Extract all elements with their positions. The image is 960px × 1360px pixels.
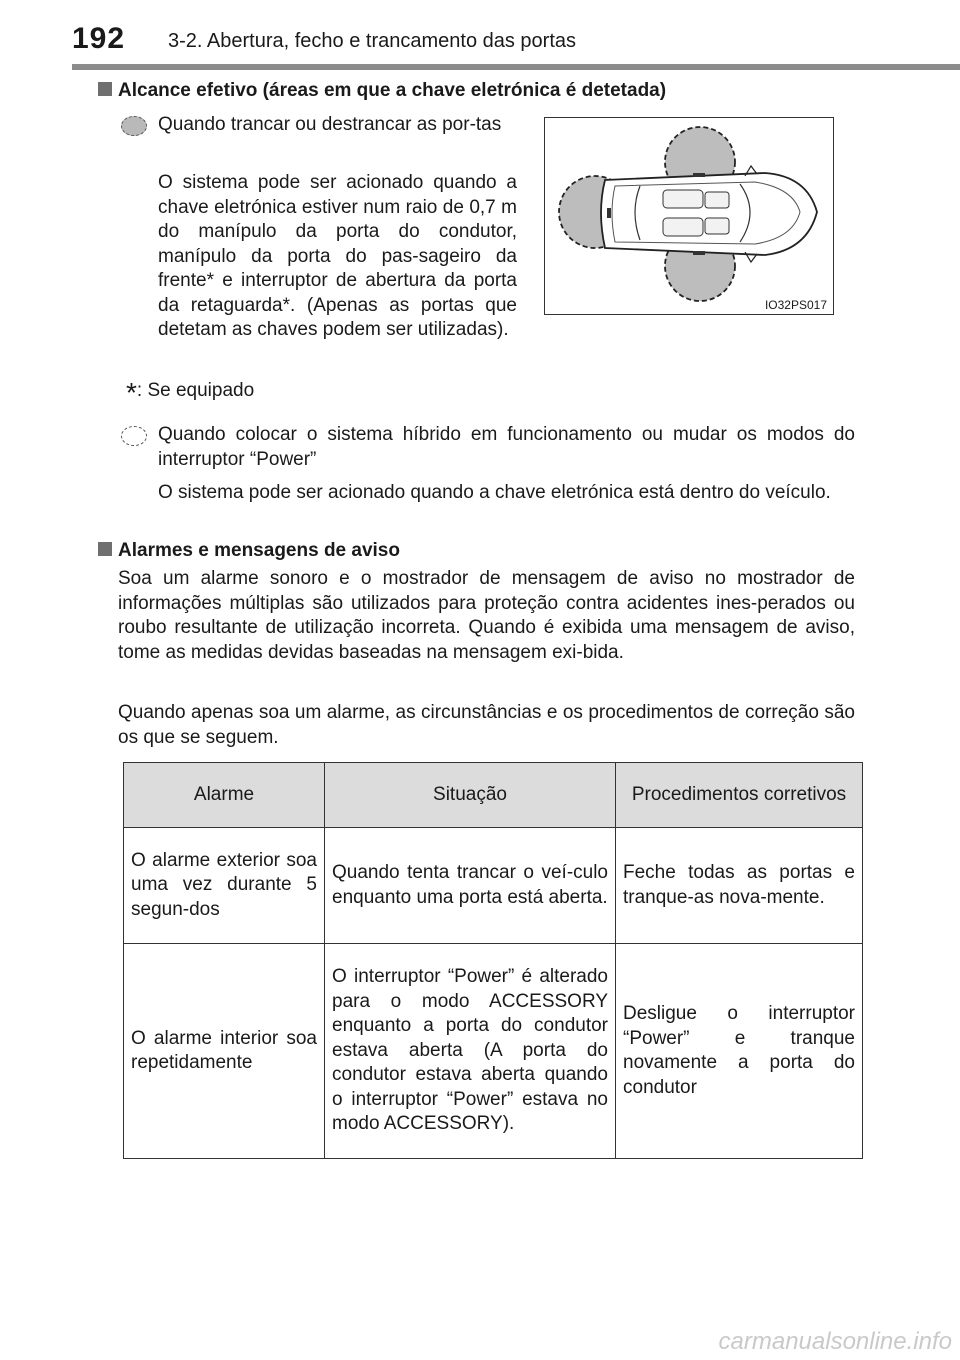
alarms-paragraph-2: Quando apenas soa um alarme, as circunstâncias e os procedimentos de correção são os que se seguem. [118, 702, 855, 748]
section-heading-text: Alcance efetivo (áreas em que a chave eletrónica é detetada) [118, 80, 667, 101]
column-header-alarm: Alarme [124, 763, 325, 828]
item-hybrid-system-body: O sistema pode ser acionado quando a chave eletrónica está dentro do veículo. [158, 482, 831, 503]
table-row [124, 944, 863, 1159]
outlined-circle-bullet-icon [121, 426, 147, 446]
alarms-table [123, 762, 863, 1159]
column-header-situation: Situação [325, 763, 616, 828]
section-heading-text: Alarmes e mensagens de aviso [118, 540, 400, 561]
section-heading-range [98, 80, 666, 102]
footnote [126, 377, 254, 409]
car-top-view-illustration [545, 118, 832, 313]
header-rule [72, 64, 960, 70]
filled-circle-bullet-icon [121, 116, 147, 136]
figure-code: IO32PS017 [764, 298, 827, 312]
car-detection-range-figure [544, 117, 834, 315]
square-bullet-icon [98, 542, 112, 556]
watermark: carmanualsonline.info [718, 1328, 952, 1355]
item-lock-unlock-body: O sistema pode ser acionado quando a chave eletrónica estiver num raio de 0,7 m do manípulo da porta do condutor, manípulo da porta do pas-sageiro da frente* e interruptor de abertura da porta da retaguarda*. (Apenas as portas que detetam as chaves podem ser utilizadas). [158, 172, 517, 340]
table-header-row [124, 763, 863, 828]
page-number: 192 [72, 22, 126, 55]
table-cell: O interruptor “Power” é alterado para o modo ACCESSORY enquanto a porta do condutor estava aberta (A porta do condutor estava aberta quando o interruptor “Power” estava no modo ACCESSORY). [325, 944, 616, 1159]
alarms-paragraph-1: Soa um alarme sonoro e o mostrador de mensagem de aviso no mostrador de informações múltiplas são utilizados para proteção contra acidentes ines-perados ou roubo resultante de utilização incorreta. Quando é exibida uma mensagem de aviso, tome as medidas devidas baseadas na mensagem exi-bida. [118, 568, 855, 663]
table-row [124, 828, 863, 944]
square-bullet-icon [98, 82, 112, 96]
table-cell: Desligue o interruptor “Power” e tranque novamente a porta do condutor [616, 944, 863, 1159]
item-hybrid-system-title: Quando colocar o sistema híbrido em funcionamento ou mudar os modos do interruptor “Power” [158, 424, 855, 470]
table-cell: Feche todas as portas e tranque-as nova-mente. [616, 828, 863, 944]
table-cell: O alarme interior soa repetidamente [124, 944, 325, 1159]
item-lock-unlock-title: Quando trancar ou destrancar as por-tas [158, 114, 502, 135]
column-header-procedures: Procedimentos corretivos [616, 763, 863, 828]
section-heading-alarms [98, 540, 400, 562]
footnote-asterisk: * [126, 377, 137, 408]
table-cell: Quando tenta trancar o veí-culo enquanto uma porta está aberta. [325, 828, 616, 944]
footnote-text: : Se equipado [136, 380, 255, 401]
section-title: 3-2. Abertura, fecho e trancamento das portas [168, 30, 577, 52]
table-cell: O alarme exterior soa uma vez durante 5 segun-dos [124, 828, 325, 944]
